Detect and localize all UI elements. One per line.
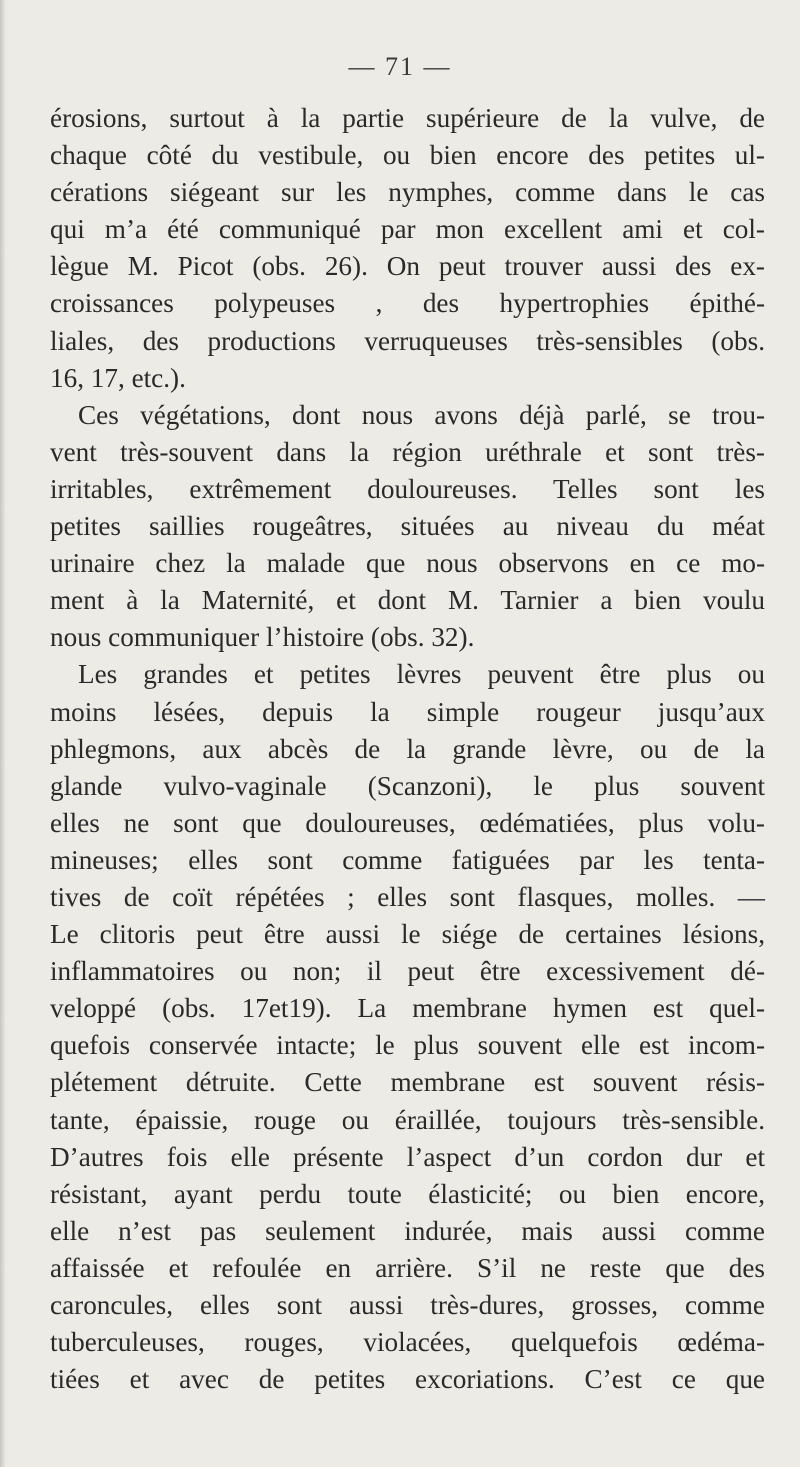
text-line: irritables, extrêmement douloureuses. Telles sont les (50, 473, 765, 504)
text-line: veloppé (obs. 17et19). La membrane hymen est quel- (50, 993, 765, 1024)
text-line: mineuses; elles sont comme fatiguées par les tenta- (50, 844, 765, 875)
text-line: caroncules, elles sont aussi très-dures, grosses, comme (50, 1290, 765, 1320)
text-line: qui m’a été communiqué par mon excellent ami et col- (50, 214, 765, 245)
text-line: urinaire chez la malade que nous observons en ce mo- (50, 548, 765, 579)
text-line: Les grandes et petites lèvres peuvent être plus ou (78, 659, 765, 690)
text-line: Ces végétations, dont nous avons déjà parlé, se trou- (78, 399, 765, 430)
text-line: ment à la Maternité, et dont M. Tarnier a bien voulu (50, 585, 765, 616)
text-line: plétement détruite. Cette membrane est souvent résis- (50, 1067, 765, 1098)
text-line: résistant, ayant perdu toute élasticité; ou bien encore, (50, 1178, 765, 1209)
text-line: vent très-souvent dans la région uréthrale et sont très- (50, 436, 765, 467)
text-line: elles ne sont que douloureuses, œdématiées, plus volu- (50, 807, 765, 838)
body-text (50, 100, 765, 1398)
page-number: — 71 — (348, 52, 452, 81)
text-line: cérations siégeant sur les nymphes, comme dans le cas (50, 177, 765, 208)
text-line: affaissée et refoulée en arrière. S’il ne reste que des (50, 1252, 765, 1283)
text-line: liales, des productions verruqueuses très-sensibles (obs. (50, 325, 765, 356)
text-line: érosions, surtout à la partie supérieure de la vulve, de (50, 103, 765, 133)
text-line: petites saillies rougeâtres, situées au niveau du méat (50, 511, 765, 542)
text-line: tiées et avec de petites excoriations. C’est ce que (50, 1364, 765, 1395)
text-line: elle n’est pas seulement indurée, mais aussi comme (50, 1215, 765, 1246)
text-line: moins lésées, depuis la simple rougeur jusqu’aux (50, 696, 765, 727)
page-gutter-shadow (0, 0, 6, 1467)
text-line: Le clitoris peut être aussi le siége de certaines lésions, (50, 919, 765, 950)
text-line: croissances polypeuses , des hypertrophies épithé- (50, 288, 765, 319)
text-line: tante, épaissie, rouge ou éraillée, toujours très-sensible. (50, 1104, 765, 1135)
text-line: lègue M. Picot (obs. 26). On peut trouver aussi des ex- (50, 251, 765, 282)
text-line: chaque côté du vestibule, ou bien encore des petites ul- (50, 140, 765, 171)
text-line: phlegmons, aux abcès de la grande lèvre, ou de la (50, 733, 765, 764)
text-line: nous communiquer l’histoire (obs. 32). (50, 622, 475, 653)
text-line: glande vulvo-vaginale (Scanzoni), le plus souvent (50, 770, 765, 801)
text-line: tuberculeuses, rouges, violacées, quelquefois œdéma- (50, 1327, 765, 1358)
text-line: quefois conservée intacte; le plus souvent elle est incom- (50, 1030, 765, 1061)
text-line: inflammatoires ou non; il peut être excessivement dé- (50, 956, 765, 987)
text-line: 16, 17, etc.). (50, 362, 186, 393)
text-line: tives de coït répétées ; elles sont flasques, molles. — (50, 881, 765, 912)
text-line: D’autres fois elle présente l’aspect d’un cordon dur et (50, 1141, 765, 1172)
